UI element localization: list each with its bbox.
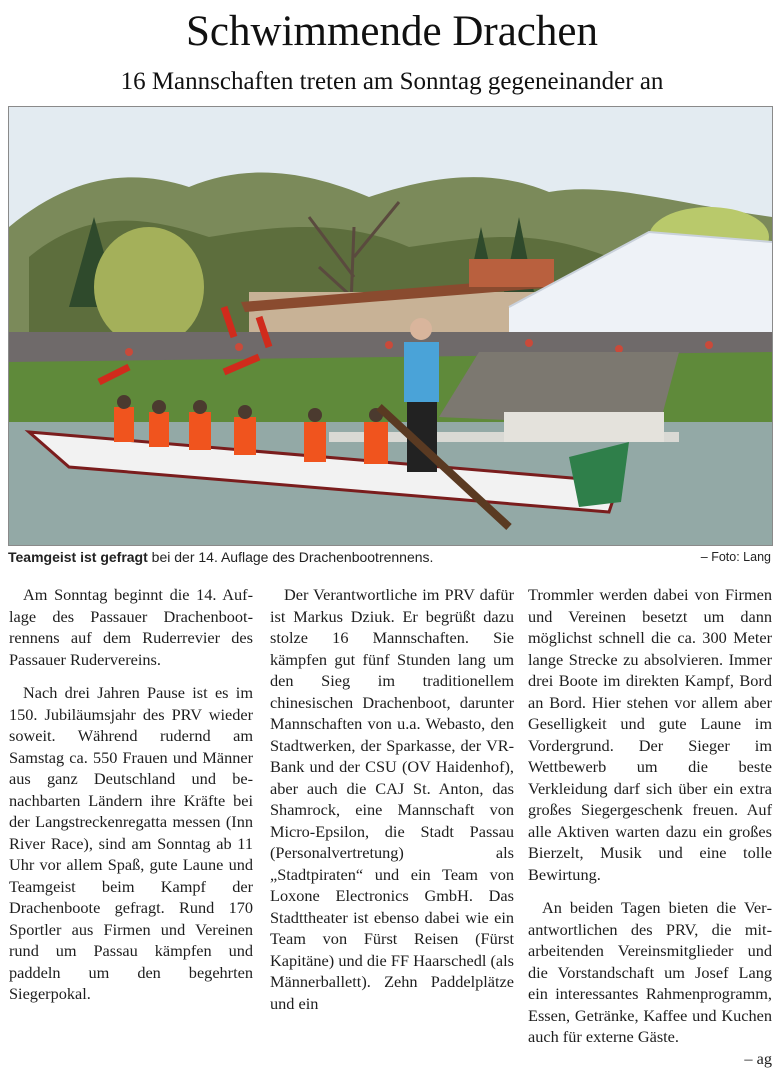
steersman-head xyxy=(410,318,432,340)
photo-caption xyxy=(8,546,771,568)
spring-tree xyxy=(94,227,204,347)
paragraph: Der Verantwortliche im PRV dafür ist Markus Dziuk. Er begrüßt dazu stolze 16 Mannschaften. Sie kämpfen gut fünf Stunden lang um den Sieg im traditionellem chinesischen Drachenboot, darunter Mannschaften von u.a. Webasto, den Stadtwerken, der Sparkasse, der VR-Bank und der CSU (OV Haidenhof), aber auch die CAJ St. Anton, das Shamrock, eine Mannschaft von Micro-Epsilon, die Stadt Passau (Personalvertretung) als „Stadtpiraten“ und ein Team von Loxone Electronics GmbH. Das Stadttheater ist ebenso dabei wie ein Team von Fürst Reisen (Fürst Kapitäne) und die FF Haarschedl (als Männerballett). Zehn Paddelplätze und ein xyxy=(270,584,514,1014)
photo-credit: – Foto: Lang xyxy=(701,546,771,568)
subheadline: 16 Mannschaften treten am Sonntag gegeneinander an xyxy=(0,64,784,100)
paragraph: Nach drei Jahren Pause ist es im 150. Jubiläumsjahr des PRV wieder soweit. Während rudernd am Samstag ca. 550 Frauen und Männer aus ganz Deutschland und benachbarten Ländern ihre Kräfte bei der Langstreckenregatta messen (Inn River Race), sind am Sonntag ab 11 Uhr vor allem Spaß, gute Laune und Teamgeist beim Kampf der Drachenboote gefragt. Rund 170 Sportler aus Firmen und Vereinen rund um Passau kämpfen und paddeln um den begehrten Siegerpokal. xyxy=(9,682,253,1005)
article-column-2 xyxy=(270,584,514,1026)
article-column-1 xyxy=(9,584,253,1017)
paragraph: Am Sonntag beginnt die 14. Auflage des Passauer Drachenbootrennens auf dem Ruderrevier des Passauer Rudervereins. xyxy=(9,584,253,670)
steersman-shirt xyxy=(404,342,439,402)
paragraph: An beiden Tagen bieten die Verantwortlichen des PRV, die mitarbeitenden Vereinsmitglieder und die Vorstandschaft um Josef Lang ein interessantes Rahmenprogramm, Essen, Getränke, Kaffee und Kuchen auch für externe Gäste. xyxy=(528,897,772,1048)
boathouse-hut xyxy=(504,412,664,442)
paragraph: Trommler werden dabei von Firmen und Vereinen besetzt um dann möglichst schnell die ca. 300 Meter lange Strecke zu absolvieren. Immer drei Boote im direkten Kampf, Bord an Bord. Hier stehen vor allem aber Geselligkeit und gute Laune im Vordergrund. Der Sieger im Wettbewerb um die beste Verkleidung darf sich über ein extra großes Siegergeschenk freuen. Auf alle Aktiven warten dazu ein großes Bierzelt, Musik und eine tolle Bewirtung. xyxy=(528,584,772,885)
clubhouse-upper xyxy=(469,259,554,287)
article-photo xyxy=(8,106,773,546)
caption-text: bei der 14. Auflage des Drachenbootrennens. xyxy=(148,549,434,565)
author-signature: – ag xyxy=(528,1048,772,1069)
caption-lead: Teamgeist ist gefragt xyxy=(8,549,148,565)
headline: Schwimmende Drachen xyxy=(0,6,784,58)
article-column-3 xyxy=(528,584,772,1069)
